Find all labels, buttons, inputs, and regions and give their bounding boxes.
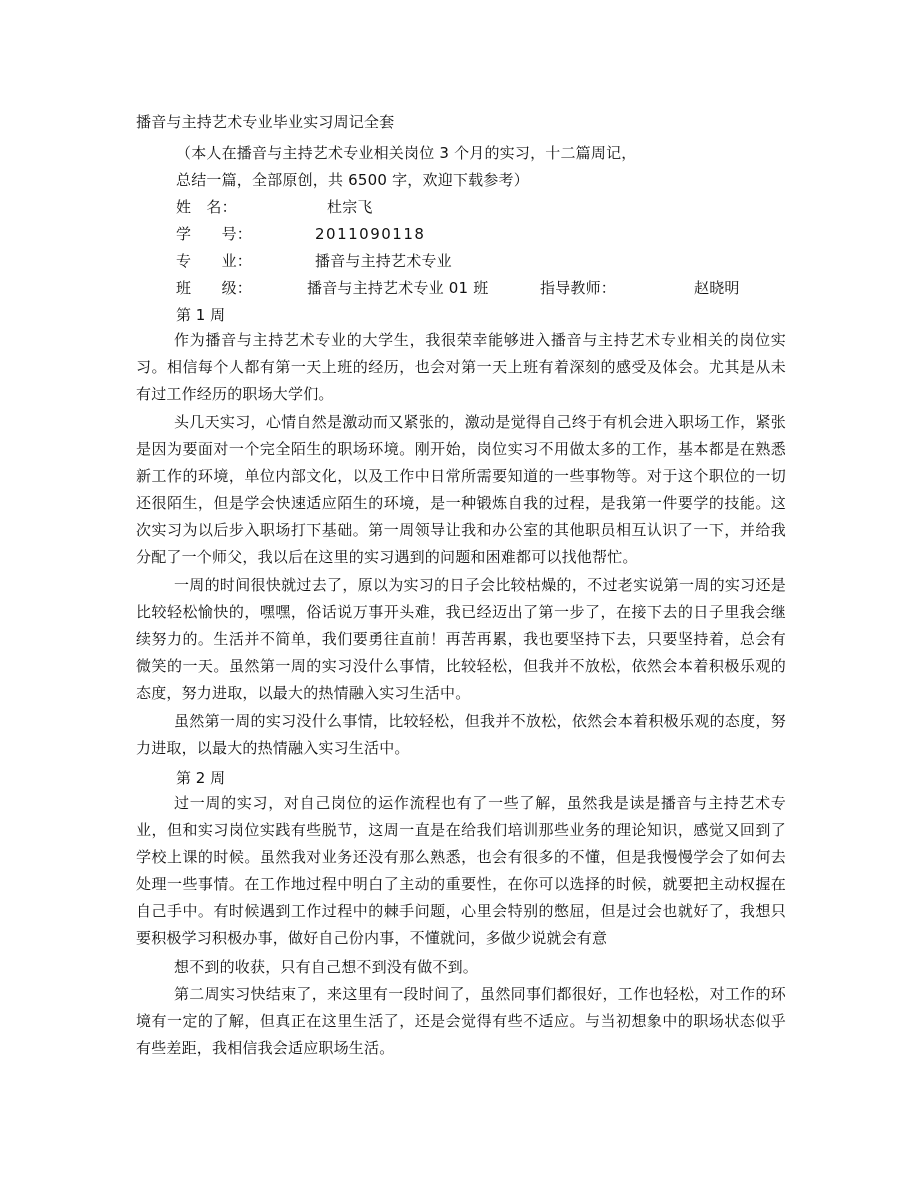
student-id-value: 2011090118 — [315, 225, 426, 243]
week-2-heading: 第 2 周 — [176, 769, 226, 787]
class-value: 播音与主持艺术专业 01 班 — [307, 279, 489, 297]
name-value: 杜宗飞 — [327, 198, 373, 216]
student-id-label: 学 号： — [176, 225, 253, 243]
name-label: 姓 名： — [176, 198, 237, 216]
class-label: 班 级： — [176, 279, 253, 297]
week-2-paragraph-2: 想不到的收获，只有自己想不到没有做不到。 — [174, 958, 479, 976]
week-1-paragraph-3: 一周的时间很快就过去了，原以为实习的日子会比较枯燥的，不过老实说第一周的实习还是比较轻松愉快的，嘿嘿，俗话说万事开头难，我已经迈出了第一步了，在接下去的日子里我会继续努力的。生活并不简单，我们要勇往直前！再苦再累，我也要坚持下去，只要坚持着，总会有微笑的一天。虽然第一周的实习没什么事情，比较轻松，但我并不放松，依然会本着积极乐观的态度，努力进取，以最大的热情融入实习生活中。 — [136, 576, 786, 702]
advisor-label: 指导教师： — [540, 279, 617, 297]
week-1-heading: 第 1 周 — [176, 306, 226, 324]
intro-line-1: （本人在播音与主持艺术专业相关岗位 3 个月的实习，十二篇周记， — [176, 144, 637, 162]
week-1-paragraph-1: 作为播音与主持艺术专业的大学生，我很荣幸能够进入播音与主持艺术专业相关的岗位实习。相信每个人都有第一天上班的经历，也会对第一天上班有着深刻的感受及体会。尤其是从未有过工作经历的职场大学们。 — [136, 331, 786, 403]
week-1-paragraph-4: 虽然第一周的实习没什么事情，比较轻松，但我并不放松，依然会本着积极乐观的态度，努力进取，以最大的热情融入实习生活中。 — [136, 712, 786, 757]
major-value: 播音与主持艺术专业 — [315, 252, 452, 270]
week-1-paragraph-2: 头几天实习，心情自然是激动而又紧张的，激动是觉得自己终于有机会进入职场工作，紧张是因为要面对一个完全陌生的职场环境。刚开始，岗位实习不用做太多的工作，基本都是在熟悉新工作的环境，单位内部文化，以及工作中日常所需要知道的一些事物等。对于这个职位的一切还很陌生，但是学会快速适应陌生的环境，是一种锻炼自我的过程，是我第一件要学的技能。这次实习为以后步入职场打下基础。第一周领导让我和办公室的其他职员相互认识了一下，并给我分配了一个师父，我以后在这里的实习遇到的问题和困难都可以找他帮忙。 — [136, 413, 786, 566]
document-title: 播音与主持艺术专业毕业实习周记全套 — [136, 113, 395, 131]
advisor-value: 赵晓明 — [694, 279, 740, 297]
major-label: 专 业： — [176, 252, 253, 270]
intro-line-2: 总结一篇，全部原创，共 6500 字，欢迎下载参考） — [176, 171, 529, 189]
week-2-paragraph-3: 第二周实习快结束了，来这里有一段时间了，虽然同事们都很好，工作也轻松，对工作的环境有一定的了解，但真正在这里生活了，还是会觉得有些不适应。与当初想象中的职场状态似乎有些差距，我相信我会适应职场生活。 — [136, 985, 786, 1057]
week-2-paragraph-1: 过一周的实习，对自己岗位的运作流程也有了一些了解，虽然我是读是播音与主持艺术专业，但和实习岗位实践有些脱节，这周一直是在给我们培训那些业务的理论知识，感觉又回到了学校上课的时候。虽然我对业务还没有那么熟悉，也会有很多的不懂，但是我慢慢学会了如何去处理一些事情。在工作地过程中明白了主动的重要性，在你可以选择的时候，就要把主动权握在自己手中。有时候遇到工作过程中的棘手问题，心里会特别的憋屈，但是过会也就好了，我想只要积极学习积极办事，做好自己份内事，不懂就问，多做少说就会有意 — [136, 794, 786, 947]
